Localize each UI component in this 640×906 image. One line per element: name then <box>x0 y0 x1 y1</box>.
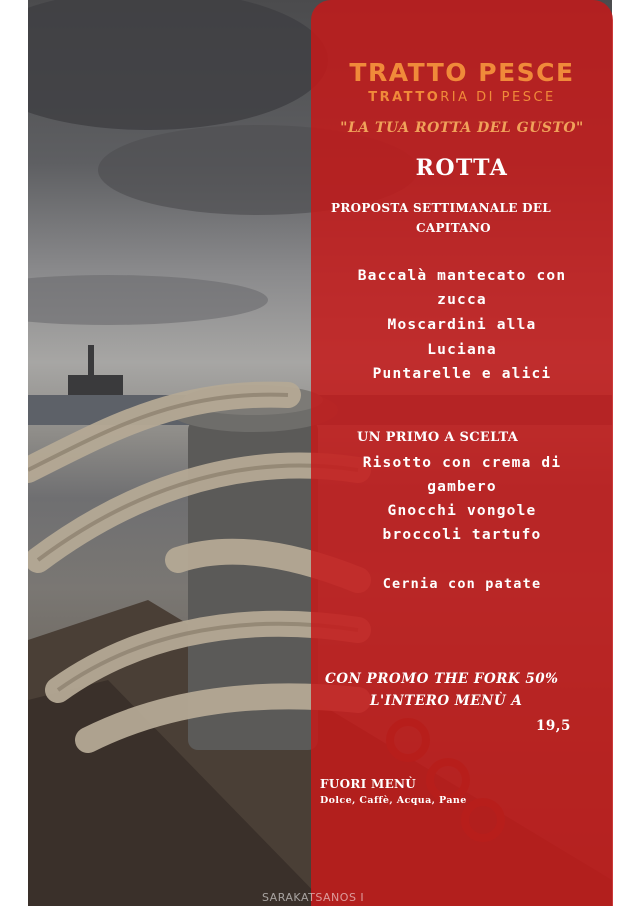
proposal-line-2: CAPITANO <box>416 221 491 235</box>
primi-heading: UN PRIMO A SCELTA <box>357 430 519 445</box>
dish-antipasto-3: Puntarelle e alici <box>372 366 552 382</box>
brand-subtitle-bold: TRATTO <box>368 90 441 105</box>
dish-secondo: Cernia con patate <box>382 576 542 592</box>
extras-heading: FUORI MENÙ <box>320 777 417 791</box>
dish-antipasto-1a: Baccalà mantecato con <box>357 268 567 284</box>
brand-subtitle <box>311 90 613 105</box>
brand-subtitle-rest: RIA DI PESCE <box>440 90 556 105</box>
dish-primo-1a: Risotto con crema di <box>362 455 562 471</box>
dish-primo-2a: Gnocchi vongole <box>387 503 537 519</box>
menu-title: ROTTA <box>415 155 509 181</box>
proposal-line-1: PROPOSTA SETTIMANALE DEL <box>331 201 552 215</box>
promo-line-1: CON PROMO THE FORK 50% <box>325 671 559 687</box>
dish-antipasto-1b: zucca <box>437 292 487 308</box>
brand-name: TRATTO PESCE <box>349 58 575 87</box>
tagline: "LA TUA ROTTA DEL GUSTO" <box>340 120 584 136</box>
photographer-watermark: SARAKATSANOS I <box>262 891 365 904</box>
dish-primo-2b: broccoli tartufo <box>382 527 542 543</box>
promo-line-2: L'INTERO MENÙ A <box>370 693 523 709</box>
promo-price: 19,5 <box>536 718 571 734</box>
dish-antipasto-2b: Luciana <box>427 342 497 358</box>
dish-primo-1b: gambero <box>427 479 497 495</box>
dish-antipasto-2a: Moscardini alla <box>387 317 537 333</box>
extras-items: Dolce, Caffè, Acqua, Pane <box>320 795 467 806</box>
